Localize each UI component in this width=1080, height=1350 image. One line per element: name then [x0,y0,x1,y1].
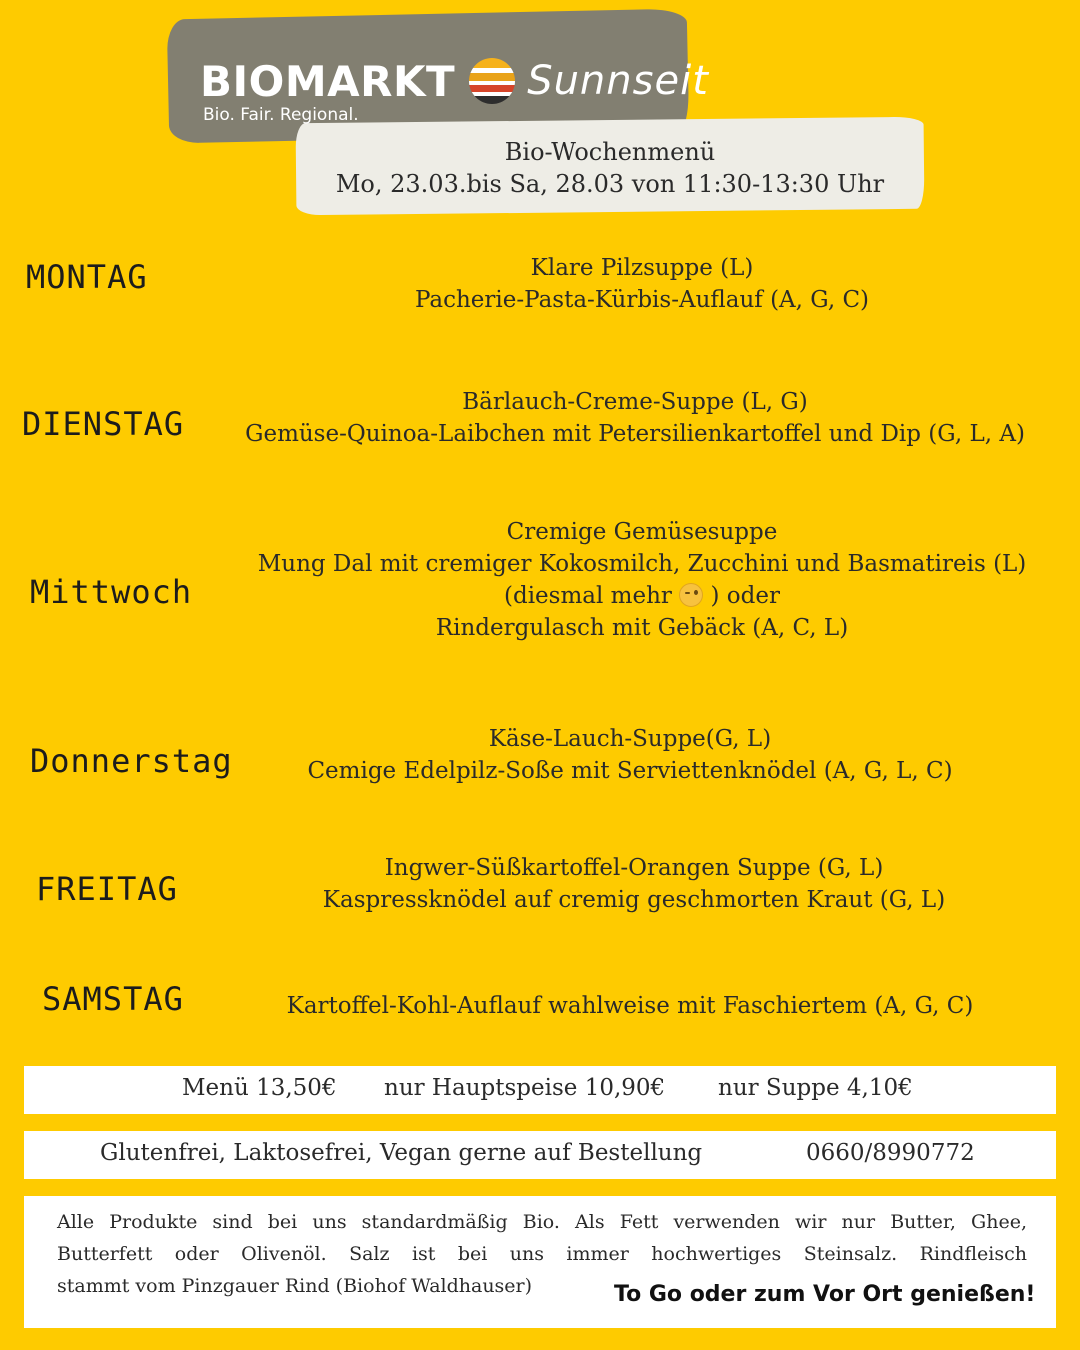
header-brush-background [296,117,925,216]
menu-line: Mung Dal mit cremiger Kokosmilch, Zucchini und Basmatireis (L) [257,551,1027,577]
info-box [24,1196,1056,1328]
price-menu: Menü 13,50€ [182,1075,337,1101]
menu-montag [212,252,1072,316]
brand-name: BIOMARKT [200,56,456,106]
menu-line: Käse-Lauch-Suppe(G, L) [488,726,772,752]
menu-line: Ingwer-Süßkartoffel-Orangen Suppe (G, L) [384,855,884,881]
day-label-donnerstag: Donnerstag [30,742,233,780]
sun-logo-icon [467,56,517,106]
price-soup-only: nur Suppe 4,10€ [718,1075,913,1101]
day-label-freitag: FREITAG [36,870,178,908]
togo-slogan: To Go oder zum Vor Ort genießen! [614,1282,1036,1307]
menu-line-part: ) oder [710,583,780,609]
info-line: Alle Produkte sind bei uns standardmäßig Bio. Als Fett verwenden wir nur Butter, Ghee, [57,1211,1027,1233]
menu-line: Bärlauch-Creme-Suppe (L, G) [462,389,808,415]
info-line: stammt vom Pinzgauer Rind (Biohof Waldhauser) [57,1275,533,1297]
brand-logo [200,56,709,106]
menu-line-part: (diesmal mehr [504,583,672,609]
diet-options: Glutenfrei, Laktosefrei, Vegan gerne auf Bestellung [100,1140,703,1166]
day-label-montag: MONTAG [26,258,148,296]
menu-donnerstag [200,723,1060,787]
menu-line: Cremige Gemüsesuppe [506,519,778,545]
day-label-samstag: SAMSTAG [42,980,184,1018]
menu-line: Pacherie-Pasta-Kürbis-Auflauf (A, G, C) [414,287,870,313]
brand-script-name: Sunnseit [527,58,709,104]
menu-line: Rindergulasch mit Gebäck (A, C, L) [435,615,849,641]
price-bar [24,1066,1056,1114]
day-label-mittwoch: Mittwoch [30,573,193,611]
menu-line: Kaspressknödel auf cremig geschmorten Kraut (G, L) [322,887,946,913]
menu-dienstag [205,386,1065,450]
menu-line-with-emoji [212,580,1072,612]
phone-number: 0660/8990772 [806,1140,975,1166]
menu-title: Bio-Wochenmenü [504,138,716,166]
wink-emoji-icon [679,583,703,607]
price-main-only: nur Hauptspeise 10,90€ [384,1075,666,1101]
menu-line: Klare Pilzsuppe (L) [530,255,754,281]
menu-samstag [200,990,1060,1022]
menu-mittwoch [212,516,1072,644]
menu-line: Cemige Edelpilz-Soße mit Serviettenknödel (A, G, L, C) [307,758,953,784]
info-line: Butterfett oder Olivenöl. Salz ist bei uns immer hochwertiges Steinsalz. Rindfleisch [57,1243,1027,1265]
menu-freitag [204,852,1064,916]
brand-tagline: Bio. Fair. Regional. [203,105,359,125]
day-label-dienstag: DIENSTAG [22,405,185,443]
menu-line: Gemüse-Quinoa-Laibchen mit Petersilienkartoffel und Dip (G, L, A) [245,421,1025,447]
menu-line: Kartoffel-Kohl-Auflauf wahlweise mit Faschiertem (A, G, C) [286,993,974,1019]
diet-bar [24,1131,1056,1179]
menu-date-range: Mo, 23.03.bis Sa, 28.03 von 11:30-13:30 Uhr [335,170,885,198]
